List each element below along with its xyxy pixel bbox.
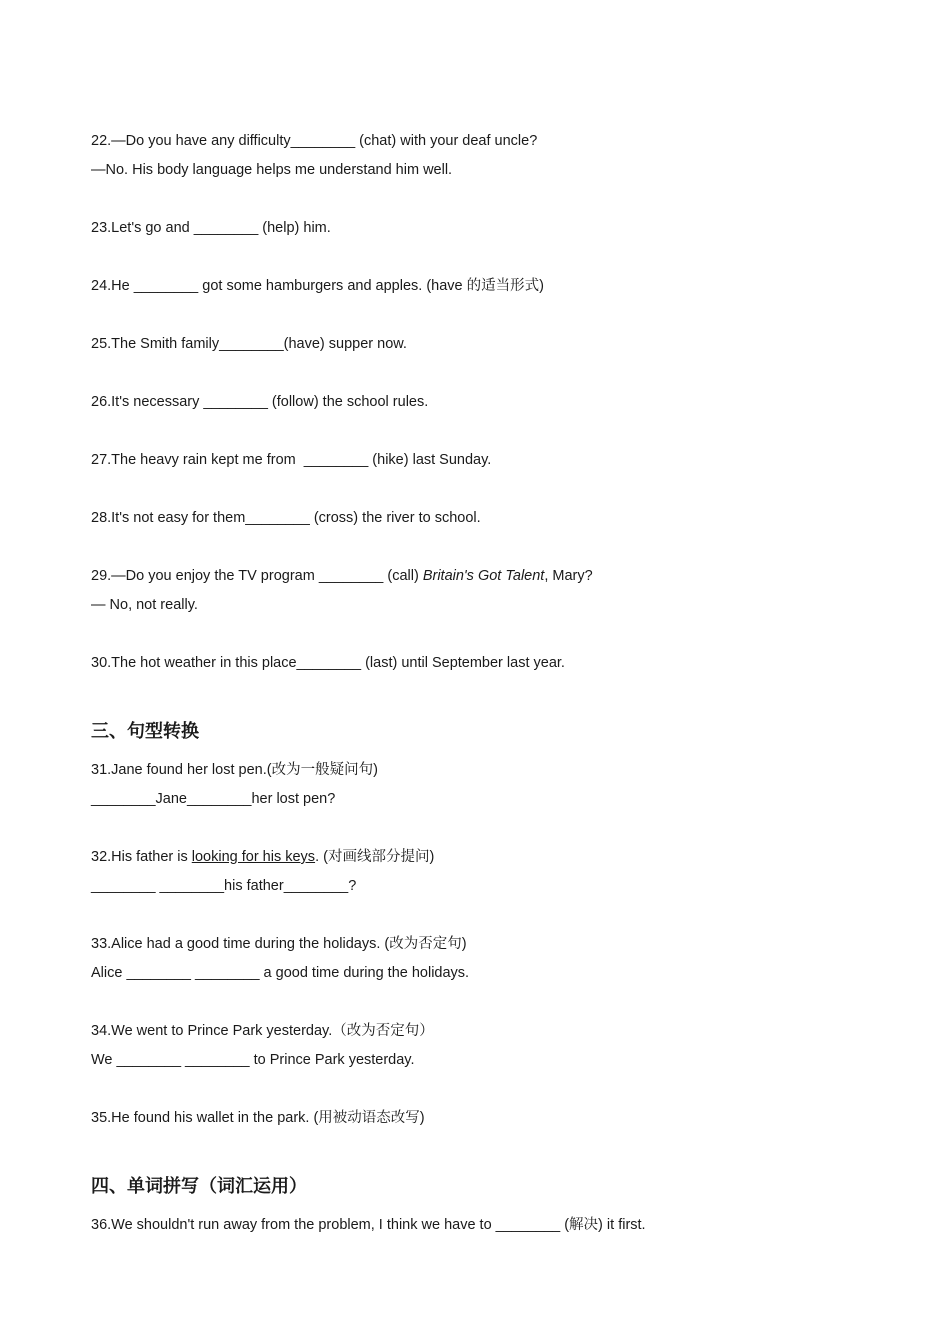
question-29-response: — No, not really. [91, 597, 198, 613]
question-27: 27.The heavy rain kept me from ________ (hike) last Sunday. [91, 452, 492, 468]
underlined-phrase: looking for his keys [191, 849, 316, 865]
question-33-answer: Alice ________ ________ a good time during the holidays. [91, 965, 470, 981]
section-3-heading: 三、句型转换 [91, 721, 199, 742]
question-26: 26.It's necessary ________ (follow) the school rules. [91, 394, 429, 410]
question-31-answer: ________Jane________her lost pen? [91, 791, 336, 807]
question-30: 30.The hot weather in this place________ (last) until September last year. [91, 655, 565, 671]
question-33-prompt: 33.Alice had a good time during the holidays. (改为否定句) [91, 936, 467, 952]
question-28: 28.It's not easy for them________ (cross) the river to school. [91, 510, 481, 526]
question-34-prompt: 34.We went to Prince Park yesterday.（改为否定句） [91, 1023, 434, 1039]
program-title: Britain's Got Talent [422, 568, 545, 584]
question-23: 23.Let's go and ________ (help) him. [91, 220, 331, 236]
question-34-answer: We ________ ________ to Prince Park yesterday. [91, 1052, 415, 1068]
section-4-heading: 四、单词拼写（词汇运用） [91, 1176, 307, 1197]
question-25: 25.The Smith family________(have) supper now. [91, 336, 407, 352]
question-29-text-end: , Mary? [544, 568, 593, 584]
question-22-response: —No. His body language helps me understand him well. [91, 162, 453, 178]
question-36: 36.We shouldn't run away from the problem, I think we have to ________ (解决) it first. [91, 1217, 646, 1233]
question-31-prompt: 31.Jane found her lost pen.(改为一般疑问句) [91, 762, 378, 778]
question-29-text: 29.—Do you enjoy the TV program ________ (call) [91, 568, 423, 584]
question-24: 24.He ________ got some hamburgers and apples. (have 的适当形式) [91, 278, 544, 294]
question-22-prompt: 22.—Do you have any difficulty________ (chat) with your deaf uncle? [91, 133, 538, 149]
question-32-answer: ________ ________his father________? [91, 878, 357, 894]
question-35: 35.He found his wallet in the park. (用被动语态改写) [91, 1110, 425, 1126]
question-32-prompt [91, 848, 434, 866]
question-29-prompt [91, 567, 593, 585]
question-32-instruction: . (对画线部分提问) [315, 849, 435, 865]
question-32-text: 32.His father is [91, 849, 192, 865]
